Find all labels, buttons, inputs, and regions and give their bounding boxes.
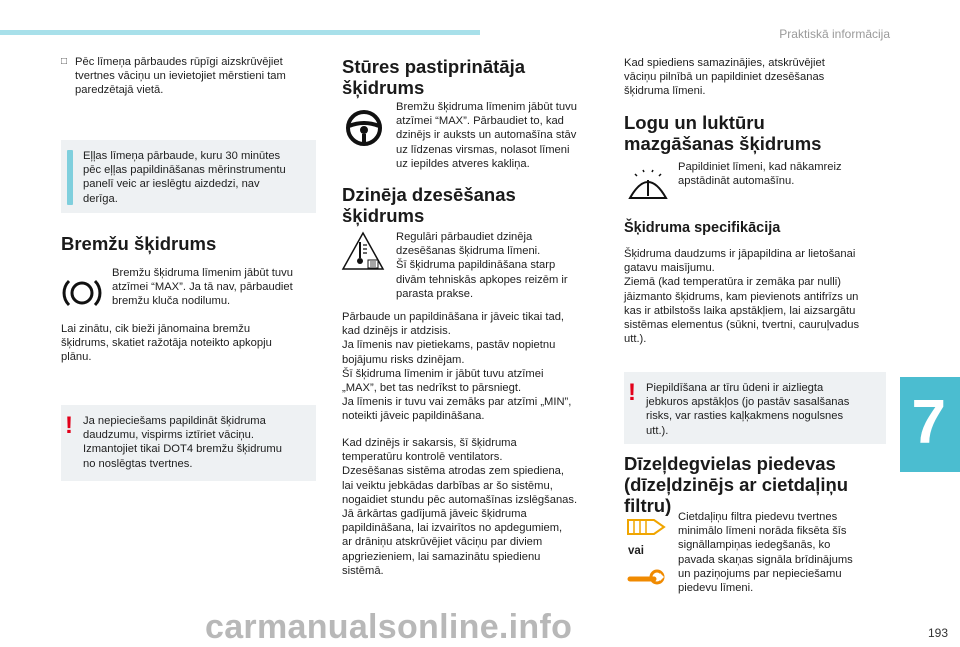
- coolant-body-2: Kad dzinējs ir sakarsis, šī šķidruma temperatūru kontrolē ventilators. Dzesēšanas sistēma atrodas zem spiediena, lai veiktu jebkādas darbības ar šo sistēmu, nogaidiet stundu pēc automašīnas izslēgšanas. Jā ārkārtas gadījumā jāveic šķidruma papildināšana, lai izvairītos no apdegumiem, ar drāniņu atskrūvējiet vāciņu par diviem apgriezieniem, lai samazinātu spiedienu sistēmā.: [342, 437, 578, 577]
- or-label: vai: [628, 545, 644, 557]
- brake-warning-text: Ja nepieciešams papildināt šķidruma daudzumu, vispirms iztīriet vāciņu. Izmantojiet tikai DOT4 bremžu šķidrumu no noslēgtas tvertnes.: [83, 415, 282, 470]
- header-accent-bar: [0, 30, 480, 35]
- coolant-body-1: Pārbaude un papildināšana ir jāveic tikai tad, kad dzinējs ir atdzisis. Ja līmenis nav pietiekams, pastāv nopietnu bojājumu risks dzinējam. Šī šķidruma līmenim ir jābūt tuvu atzīmei „MAX”, bet tas nedrīkst to pārsniegt. Ja līmenis ir tuvu vai zemāks par atzīmi „MIN”, noteikti jāveic papildināšana.: [342, 311, 572, 423]
- oil-info-note: [61, 140, 316, 213]
- washer-fluid-title: Logu un luktūru mazgāšanas šķidrums: [624, 112, 822, 154]
- brake-interval-text: Lai zinātu, cik bieži jānomaina bremžu šķidrums, skatiet ražotāja noteikto apkopju plānu.: [61, 323, 272, 364]
- page-number: 193: [927, 626, 948, 640]
- diesel-additive-title: Dīzeļdegvielas piedevas (dīzeļdzinējs ar cietdaļiņu filtru): [624, 453, 849, 516]
- coolant-continued-text: Kad spiediens samazinājies, atskrūvējiet vāciņu pilnībā un papildiniet dzesēšanas šķidruma līmeni.: [624, 57, 825, 98]
- diesel-additive-text: Cietdaļiņu filtra piedevu tvertnes minimālo līmeni norāda fiksēta šīs signāllampiņas iedegšanās, ko pavada skaņas signāla brīdinājums un paziņojums par nepieciešamu piedevu līmeni.: [678, 511, 853, 595]
- coolant-title: Dzinēja dzesēšanas šķidrums: [342, 184, 516, 226]
- coolant-check-text: Regulāri pārbaudiet dzinēja dzesēšanas šķidruma līmeni. Šī šķidruma papildināšana starp divām tehniskās apkopes reizēm ir parasta prakse.: [396, 231, 568, 300]
- section-title: Praktiskā informācija: [779, 27, 890, 41]
- oil-info-text: Eļļas līmeņa pārbaude, kuru 30 minūtes pēc eļļas papildināšanas mērinstrumentu panelī veic ar ieslēgtu aizdedzi, nav derīga.: [83, 150, 286, 205]
- particle-filter-icon: [624, 512, 668, 547]
- windscreen-washer-icon: [625, 166, 671, 211]
- info-bar: [67, 150, 73, 205]
- service-wrench-icon: [624, 565, 668, 594]
- steering-level-text: Bremžu šķidruma līmenim jābūt tuvu atzīmei “MAX”. Pārbaudiet to, kad dzinējs ir auksts un automašīna stāv uz līdzenas virsmas, nolasot līmeni uz iepildes atveres kakliņa.: [396, 101, 577, 170]
- fluid-spec-title: Šķidruma specifikācija: [624, 220, 781, 236]
- steering-fluid-title: Stūres pastiprinātāja šķidrums: [342, 56, 526, 98]
- brake-warning-note: [61, 405, 316, 481]
- oil-cap-bullet: [61, 55, 316, 98]
- brake-warning-icon: [60, 273, 104, 318]
- steering-wheel-icon: [342, 108, 386, 153]
- fluid-spec-text: Šķidruma daudzums ir jāpapildina ar lietošanai gatavu maisījumu. Ziemā (kad temperatūra ir zemāka par nulli) jāizmanto šķidrums, kam pievienots antifrīzs un kas ir atbilstošs laika apstākļiem, lai aizsargātu sistēmas elementus (sūkni, tvertni, cauruļvadus utt.).: [624, 248, 860, 346]
- spec-warning-note: [624, 372, 886, 444]
- bullet-marker: □: [61, 56, 68, 67]
- coolant-temperature-icon: [340, 230, 386, 281]
- chapter-number: 7: [911, 388, 946, 457]
- warning-exclamation-icon: !: [65, 412, 73, 439]
- oil-cap-text: Pēc līmeņa pārbaudes rūpīgi aizskrūvējiet tvertnes vāciņu un ievietojiet mērstieni tam paredzētajā vietā.: [75, 56, 286, 97]
- brake-fluid-title: Bremžu šķidrums: [61, 233, 217, 254]
- spec-warning-text: Piepildīšana ar tīru ūdeni ir aizliegta jebkuros apstākļos (jo pastāv sasalšanas risks, var rasties kaļķakmens nogulsnes utt.).: [646, 382, 850, 437]
- washer-level-text: Papildiniet līmeni, kad nākamreiz apstādināt automašīnu.: [678, 161, 842, 188]
- brake-level-text: Bremžu šķidruma līmenim jābūt tuvu atzīmei “MAX”. Ja tā nav, pārbaudiet bremžu kluča nodilumu.: [112, 267, 293, 308]
- warning-exclamation-icon: !: [628, 379, 636, 406]
- watermark: carmanualsonline.info: [205, 608, 573, 646]
